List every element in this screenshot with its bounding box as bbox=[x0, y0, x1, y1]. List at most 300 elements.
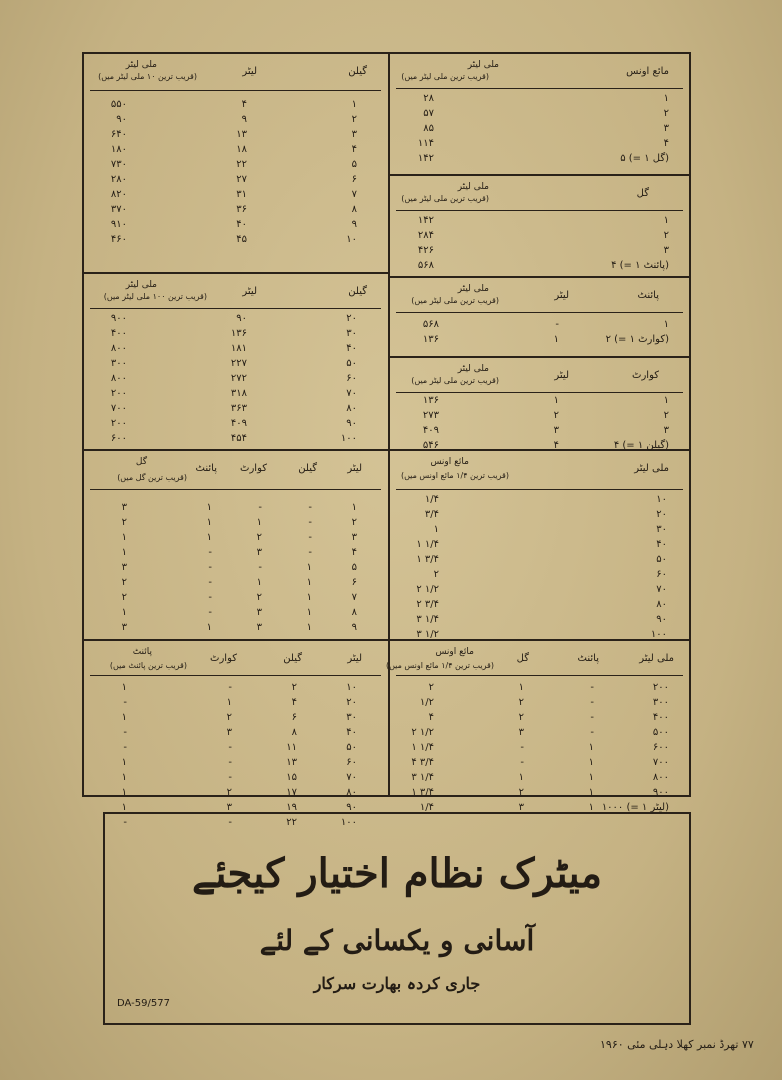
table-cell: ۱۰۰ bbox=[650, 629, 667, 640]
table-cell: ۷۰۰ bbox=[110, 403, 127, 414]
table-cell: - bbox=[123, 742, 127, 753]
table-row bbox=[84, 711, 387, 726]
table-row bbox=[390, 92, 689, 107]
table-cell: ۳۱۸ bbox=[230, 388, 247, 399]
table-row bbox=[390, 598, 689, 613]
table-cell: ۵۰ bbox=[346, 358, 357, 369]
table-cell: ۳ ۱/۲ bbox=[416, 629, 439, 640]
conversion-tables-frame bbox=[82, 52, 691, 828]
table-cell: ۶۰۰ bbox=[110, 433, 127, 444]
table-cell: ۱ bbox=[553, 395, 559, 406]
table-cell: ۱۰۰ bbox=[340, 817, 357, 828]
col-ml: ملی لیٹر bbox=[457, 364, 489, 374]
table-cell: ۸۰۰ bbox=[110, 373, 127, 384]
table-cell: ۹ bbox=[351, 219, 357, 230]
header-rule bbox=[396, 88, 683, 89]
table-row bbox=[84, 681, 387, 696]
col-ml: ملی لیٹر bbox=[634, 463, 669, 474]
table-cell: ۱۳۶ bbox=[422, 334, 439, 345]
table-cell: ۵۵۰ bbox=[110, 99, 127, 110]
table-cell: - bbox=[308, 517, 312, 528]
col-gallon: گیلن bbox=[348, 66, 367, 77]
table-cell: ۳ bbox=[351, 129, 357, 140]
table-header bbox=[390, 278, 689, 314]
table-cell: ۲۸۴ bbox=[417, 230, 434, 241]
table-cell: ۹ bbox=[241, 114, 247, 125]
table-cell: ۴ (= ۱ پائنٹ) bbox=[611, 260, 669, 271]
table-cell: ۲ bbox=[291, 682, 297, 693]
table-cell: ۲۰ bbox=[656, 509, 667, 520]
table-row bbox=[84, 233, 387, 248]
table-cell: ۵۷ bbox=[423, 108, 434, 119]
table-header bbox=[84, 451, 387, 487]
col-note: (قریب ترین ملی لیٹر میں) bbox=[401, 72, 489, 81]
table-row bbox=[390, 568, 689, 583]
table-cell: ۲ bbox=[226, 712, 232, 723]
table-cell: - bbox=[590, 712, 594, 723]
table-cell: ۹۰ bbox=[346, 418, 357, 429]
table-ml-oz bbox=[390, 451, 689, 639]
table-cell: ۳۶ bbox=[236, 204, 247, 215]
table-row bbox=[390, 508, 689, 523]
table-cell: ۲ ۱/۲ bbox=[416, 584, 439, 595]
table-gill-ml bbox=[390, 176, 689, 276]
table-row bbox=[84, 357, 387, 372]
table-row bbox=[390, 583, 689, 598]
table-row bbox=[390, 259, 689, 274]
table-row bbox=[390, 318, 689, 333]
table-cell: ۲ bbox=[518, 787, 524, 798]
table-row bbox=[84, 98, 387, 113]
table-cell: ۷۰ bbox=[346, 388, 357, 399]
table-row bbox=[390, 152, 689, 167]
table-cell: ۱ bbox=[588, 757, 594, 768]
table-cell: ۱ bbox=[121, 682, 127, 693]
table-row bbox=[84, 786, 387, 801]
table-cell: ۵۴۶ bbox=[422, 440, 439, 451]
table-cell: ۴۲۶ bbox=[417, 245, 434, 256]
table-cell: ۱ bbox=[306, 607, 312, 618]
table-row bbox=[84, 342, 387, 357]
table-cell: ۲۰۰ bbox=[652, 682, 669, 693]
table-cell: ۴ bbox=[291, 697, 297, 708]
table-cell: - bbox=[123, 817, 127, 828]
table-cell: ۴۰۰ bbox=[652, 712, 669, 723]
table-cell: ۶۰ bbox=[346, 757, 357, 768]
table-row bbox=[390, 122, 689, 137]
table-cell: ۱ ۱/۴ bbox=[411, 742, 434, 753]
table-cell: ۲ (= ۱ کوارٹ) bbox=[605, 334, 669, 345]
table-row bbox=[390, 696, 689, 711]
table-gallon-l-a bbox=[84, 54, 387, 272]
table-cell: ۱ bbox=[306, 622, 312, 633]
table-cell: ۱ bbox=[206, 622, 212, 633]
table-cell: ۳ bbox=[663, 245, 669, 256]
table-cell: ۴ bbox=[351, 144, 357, 155]
table-cell: ۱۰ bbox=[346, 234, 357, 245]
table-cell: ۲ bbox=[553, 410, 559, 421]
table-cell: ۹۰۰ bbox=[652, 787, 669, 798]
table-cell: ۳ bbox=[256, 607, 262, 618]
table-cell: ۵۰۰ bbox=[652, 727, 669, 738]
table-cell: ۱۰۰ bbox=[340, 433, 357, 444]
table-row bbox=[84, 327, 387, 342]
table-header bbox=[390, 451, 689, 487]
table-row bbox=[84, 606, 387, 621]
table-row bbox=[84, 203, 387, 218]
table-cell: ۲ bbox=[428, 682, 434, 693]
table-cell: ۱ bbox=[121, 712, 127, 723]
table-cell: - bbox=[208, 547, 212, 558]
table-cell: ۴۰ bbox=[236, 219, 247, 230]
table-cell: ۹۰۰ bbox=[110, 313, 127, 324]
table-cell: ۱ bbox=[663, 215, 669, 226]
table-cell: ۲۲ bbox=[286, 817, 297, 828]
table-cell: ۳ bbox=[518, 802, 524, 813]
table-cell: ۲ bbox=[663, 108, 669, 119]
table-cell: ۱۸۱ bbox=[230, 343, 247, 354]
table-row bbox=[390, 409, 689, 424]
table-cell: ۲۲ bbox=[236, 159, 247, 170]
table-cell: - bbox=[123, 727, 127, 738]
table-cell: ۶ bbox=[351, 174, 357, 185]
table-cell: ۸ bbox=[351, 607, 357, 618]
table-row bbox=[84, 173, 387, 188]
table-cell: ۳ bbox=[663, 123, 669, 134]
table-row bbox=[84, 741, 387, 756]
table-cell: ۱ bbox=[663, 319, 669, 330]
table-cell: ۱ bbox=[518, 682, 524, 693]
table-body bbox=[84, 98, 387, 248]
table-row bbox=[84, 113, 387, 128]
table-row bbox=[390, 786, 689, 801]
col-ml: ملی لیٹر bbox=[639, 653, 674, 664]
col-l: لیٹر bbox=[242, 66, 257, 77]
table-cell: ۵۰ bbox=[346, 742, 357, 753]
table-cell: ۴۰۹ bbox=[230, 418, 247, 429]
table-row bbox=[390, 333, 689, 348]
col-l: لیٹر bbox=[347, 463, 362, 474]
table-cell: ۱ ۱/۴ bbox=[416, 539, 439, 550]
table-cell: ۴ ۳/۴ bbox=[411, 757, 434, 768]
table-cell: ۳۰۰ bbox=[652, 697, 669, 708]
table-cell: ۲۰۰ bbox=[110, 388, 127, 399]
table-cell: ۴ bbox=[663, 138, 669, 149]
table-body bbox=[390, 318, 689, 348]
table-cell: ۶ bbox=[351, 577, 357, 588]
table-cell: ۲ bbox=[433, 569, 439, 580]
table-cell: ۲۲۷ bbox=[230, 358, 247, 369]
col-note: (قریب ترین ملی لیٹر میں) bbox=[411, 376, 499, 385]
table-cell: ۱۰ bbox=[346, 682, 357, 693]
table-row bbox=[84, 128, 387, 143]
table-cell: - bbox=[208, 592, 212, 603]
table-cell: ۳۰ bbox=[656, 524, 667, 535]
col-oz: مائع اونس bbox=[430, 457, 469, 467]
table-cell: ۱۰۰۰ (= ۱ لیٹر) bbox=[601, 802, 669, 813]
table-cell: ۲ bbox=[256, 532, 262, 543]
table-cell: ۶ bbox=[291, 712, 297, 723]
table-cell: ۲۸۰ bbox=[110, 174, 127, 185]
table-cell: ۹ bbox=[351, 622, 357, 633]
col-quart: کوارٹ bbox=[210, 653, 237, 664]
table-row bbox=[84, 621, 387, 636]
table-row bbox=[84, 372, 387, 387]
table-row bbox=[84, 561, 387, 576]
printer-footer: ۷۷ تھرڈ نمبر کھلا دہلی مئی ۱۹۶۰ bbox=[600, 1038, 754, 1051]
table-row bbox=[84, 188, 387, 203]
table-cell: ۸۰ bbox=[346, 403, 357, 414]
table-cell: ۳ bbox=[518, 727, 524, 738]
table-cell: ۵ (= ۱ گل) bbox=[620, 153, 669, 164]
table-row bbox=[390, 137, 689, 152]
col-ml: ملی لیٹر bbox=[125, 280, 157, 290]
table-cell: ۴ bbox=[553, 440, 559, 451]
table-cell: ۲ bbox=[518, 697, 524, 708]
table-body bbox=[390, 214, 689, 274]
table-cell: ۳ bbox=[121, 562, 127, 573]
table-cell: ۱۳ bbox=[236, 129, 247, 140]
table-cell: ۲ bbox=[663, 230, 669, 241]
table-cell: ۸۲۰ bbox=[110, 189, 127, 200]
table-row bbox=[84, 726, 387, 741]
table-cell: ۸ bbox=[291, 727, 297, 738]
table-row bbox=[390, 771, 689, 786]
table-cell: ۶۰ bbox=[346, 373, 357, 384]
table-cell: ۱ bbox=[588, 772, 594, 783]
table-cell: - bbox=[228, 742, 232, 753]
table-cell: - bbox=[520, 757, 524, 768]
table-cell: - bbox=[123, 697, 127, 708]
col-gallon: گیلن bbox=[348, 286, 367, 297]
table-row bbox=[84, 143, 387, 158]
table-cell: ۴۵ bbox=[236, 234, 247, 245]
table-pint-l bbox=[390, 278, 689, 356]
table-cell: - bbox=[228, 682, 232, 693]
table-cell: - bbox=[228, 817, 232, 828]
table-cell: ۴۶۰ bbox=[110, 234, 127, 245]
table-cell: ۲ bbox=[121, 577, 127, 588]
table-cell: ۸۰۰ bbox=[652, 772, 669, 783]
table-cell: ۱۷ bbox=[286, 787, 297, 798]
table-row bbox=[84, 218, 387, 233]
table-cell: ۲ bbox=[121, 517, 127, 528]
table-row bbox=[390, 741, 689, 756]
table-cell: ۱۱۴ bbox=[417, 138, 434, 149]
table-cell: - bbox=[590, 682, 594, 693]
table-cell: ۱۹ bbox=[286, 802, 297, 813]
col-note: (قریب ترین ۱/۴ مائع اونس میں) bbox=[400, 471, 509, 480]
table-cell: ۵۶۸ bbox=[422, 319, 439, 330]
col-note: (قریب ترین ملی لیٹر میں) bbox=[401, 194, 489, 203]
header-rule bbox=[396, 675, 683, 676]
table-cell: ۳۰ bbox=[346, 328, 357, 339]
table-cell: ۱ bbox=[121, 532, 127, 543]
table-row bbox=[390, 214, 689, 229]
table-l-pint bbox=[84, 641, 387, 828]
table-cell: ۶۴۰ bbox=[110, 129, 127, 140]
table-cell: ۱ bbox=[256, 577, 262, 588]
table-gallon-l-b bbox=[84, 274, 387, 449]
table-row bbox=[84, 591, 387, 606]
table-row bbox=[84, 387, 387, 402]
table-cell: ۱ bbox=[351, 99, 357, 110]
table-cell: ۲ bbox=[351, 114, 357, 125]
table-cell: ۸۰ bbox=[656, 599, 667, 610]
table-cell: ۱ bbox=[306, 592, 312, 603]
header-rule bbox=[396, 489, 683, 490]
col-note: (قریب ترین پائنٹ میں) bbox=[109, 661, 187, 670]
table-cell: ۱ bbox=[306, 577, 312, 588]
col-l: لیٹر bbox=[242, 286, 257, 297]
table-row bbox=[84, 531, 387, 546]
table-cell: - bbox=[228, 757, 232, 768]
table-row bbox=[390, 394, 689, 409]
table-cell: ۳۶۳ bbox=[230, 403, 247, 414]
table-cell: ۱ bbox=[306, 562, 312, 573]
table-cell: ۱/۴ bbox=[419, 802, 434, 813]
metric-banner bbox=[103, 812, 691, 1025]
table-row bbox=[390, 681, 689, 696]
table-cell: ۱ bbox=[121, 547, 127, 558]
table-body bbox=[390, 681, 689, 816]
col-l: لیٹر bbox=[554, 370, 569, 381]
table-cell: ۲ bbox=[226, 787, 232, 798]
table-row bbox=[84, 402, 387, 417]
col-pint: پائنٹ bbox=[577, 653, 599, 664]
table-quart-l bbox=[390, 358, 689, 451]
table-body bbox=[84, 501, 387, 636]
table-cell: ۱۳ bbox=[286, 757, 297, 768]
col-oz: مائع اونس bbox=[435, 647, 474, 657]
table-cell: ۴۰۰ bbox=[110, 328, 127, 339]
table-row bbox=[390, 424, 689, 439]
col-ml: ملی لیٹر bbox=[467, 60, 499, 70]
table-cell: ۲ bbox=[518, 712, 524, 723]
table-cell: ۳ ۱/۴ bbox=[411, 772, 434, 783]
table-cell: - bbox=[308, 547, 312, 558]
table-cell: ۳۰ bbox=[346, 712, 357, 723]
table-header bbox=[390, 54, 689, 90]
publication-code: DA-59/577 bbox=[117, 998, 170, 1009]
header-rule bbox=[90, 90, 381, 91]
table-cell: ۱ bbox=[663, 93, 669, 104]
col-pint: پائنٹ bbox=[132, 647, 152, 657]
table-cell: ۲۷ bbox=[236, 174, 247, 185]
table-row bbox=[84, 576, 387, 591]
table-header bbox=[84, 641, 387, 677]
col-gill: گل bbox=[135, 457, 147, 467]
col-ml: ملی لیٹر bbox=[125, 60, 157, 70]
table-cell: ۲ bbox=[351, 517, 357, 528]
col-ml: ملی لیٹر bbox=[457, 284, 489, 294]
table-row bbox=[390, 107, 689, 122]
table-cell: ۳ bbox=[351, 532, 357, 543]
table-cell: ۳ bbox=[121, 622, 127, 633]
table-cell: - bbox=[520, 742, 524, 753]
table-cell: ۷ bbox=[351, 592, 357, 603]
table-cell: ۱ bbox=[121, 607, 127, 618]
table-cell: ۴۵۴ bbox=[230, 433, 247, 444]
table-row bbox=[84, 158, 387, 173]
table-cell: ۱ bbox=[351, 502, 357, 513]
col-gill: گل bbox=[516, 653, 529, 664]
banner-subtitle: آسانی و یکسانی کے لئے bbox=[259, 924, 535, 957]
header-rule bbox=[396, 392, 683, 393]
table-cell: ۱ bbox=[256, 517, 262, 528]
table-body bbox=[390, 394, 689, 454]
table-cell: - bbox=[308, 532, 312, 543]
table-cell: ۱۵ bbox=[286, 772, 297, 783]
table-row bbox=[390, 756, 689, 771]
table-cell: ۶۰ bbox=[656, 569, 667, 580]
table-cell: ۸۰۰ bbox=[110, 343, 127, 354]
table-cell: ۷۰۰ bbox=[652, 757, 669, 768]
table-cell: ۳ bbox=[226, 727, 232, 738]
table-ounces-ml bbox=[390, 54, 689, 174]
table-cell: ۲۰۰ bbox=[110, 418, 127, 429]
col-note: (قریب ترین ۱۰ ملی لیٹر میں) bbox=[98, 72, 197, 81]
table-row bbox=[390, 553, 689, 568]
header-rule bbox=[90, 675, 381, 676]
col-note: (قریب ترین ۱۰۰ ملی لیٹر میں) bbox=[103, 292, 207, 301]
table-cell: ۴۰۹ bbox=[422, 425, 439, 436]
table-cell: ۴ bbox=[351, 547, 357, 558]
header-rule bbox=[396, 210, 683, 211]
table-cell: ۱ bbox=[121, 757, 127, 768]
table-row bbox=[84, 417, 387, 432]
col-quart: کوارٹ bbox=[632, 370, 659, 381]
table-row bbox=[84, 312, 387, 327]
table-cell: ۱۴۲ bbox=[417, 215, 434, 226]
table-cell: ۳ ۱/۴ bbox=[416, 614, 439, 625]
table-cell: ۱ bbox=[206, 532, 212, 543]
table-cell: ۲۰ bbox=[346, 697, 357, 708]
table-cell: ۱/۲ bbox=[419, 697, 434, 708]
col-l: لیٹر bbox=[347, 653, 362, 664]
table-cell: ۱ bbox=[663, 395, 669, 406]
table-cell: ۷۰ bbox=[656, 584, 667, 595]
table-cell: ۴۰ bbox=[346, 343, 357, 354]
table-cell: ۱۱ bbox=[286, 742, 297, 753]
col-ml: ملی لیٹر bbox=[457, 182, 489, 192]
table-cell: ۳/۴ bbox=[424, 509, 439, 520]
col-pint: پائنٹ bbox=[637, 290, 659, 301]
table-cell: ۹۰ bbox=[116, 114, 127, 125]
table-cell: ۴ bbox=[241, 99, 247, 110]
table-header bbox=[84, 274, 387, 310]
table-cell: ۱ bbox=[588, 742, 594, 753]
table-cell: - bbox=[208, 577, 212, 588]
table-cell: ۹۰ bbox=[236, 313, 247, 324]
col-gill: گل bbox=[636, 188, 649, 199]
table-cell: - bbox=[555, 319, 559, 330]
table-ml-pint bbox=[385, 641, 689, 813]
table-cell: ۱۳۶ bbox=[422, 395, 439, 406]
header-rule bbox=[396, 312, 683, 313]
table-cell: ۴ (= ۱ گیلن) bbox=[613, 440, 669, 451]
col-note: (قریب ترین ۱/۴ مائع اونس میں) bbox=[385, 661, 494, 670]
table-cell: ۱ bbox=[121, 787, 127, 798]
table-row bbox=[84, 501, 387, 516]
table-cell: ۱ bbox=[121, 772, 127, 783]
table-cell: ۲ bbox=[663, 410, 669, 421]
col-note: (قریب ترین ملی لیٹر میں) bbox=[411, 296, 499, 305]
table-cell: ۳ bbox=[256, 622, 262, 633]
table-cell: ۱۳۶ bbox=[230, 328, 247, 339]
col-ounces: مائع اونس bbox=[626, 66, 669, 77]
banner-title: میٹرک نظام اختیار کیجئے bbox=[191, 850, 603, 897]
